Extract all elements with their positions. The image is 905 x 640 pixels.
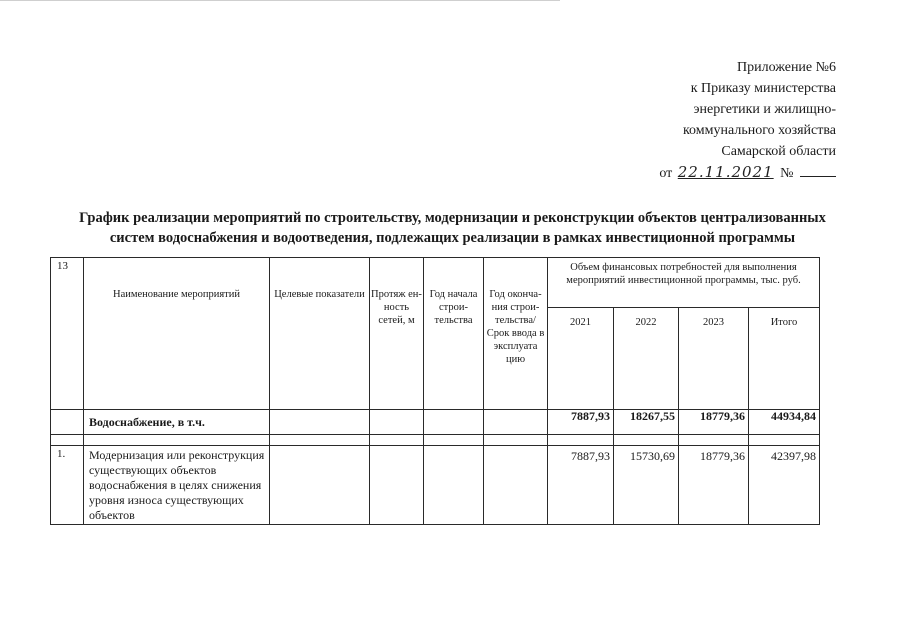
header-end-year: Год оконча- ния строи- тельства/ Срок ввода в эксплуата цию: [484, 258, 548, 410]
row-value-2022: 15730,69: [614, 446, 679, 525]
appendix-line-2: к Приказу министерства: [690, 81, 836, 96]
title-line-1: График реализации мероприятий по строительству, модернизации и реконструкции объектов централизованных: [79, 210, 826, 226]
scan-top-edge-line: [0, 0, 560, 1]
row-value-2021: 7887,93: [548, 446, 614, 525]
appendix-line-4: коммунального хозяйства: [682, 123, 836, 138]
number-label: №: [780, 166, 794, 181]
table-row: [51, 410, 820, 435]
table-header-row-1: [51, 258, 820, 308]
header-name: Наименование мероприятий: [84, 258, 270, 410]
row-goal: [270, 410, 370, 435]
appendix-line-1: Приложение №6: [737, 60, 836, 75]
row-value-2023: 18779,36: [679, 410, 749, 435]
row-name: Модернизация или реконструкция существующих объектов водоснабжения в целях снижения уровня износа существующих объектов: [84, 446, 270, 525]
table-row: [51, 446, 820, 525]
header-year-2021: 2021: [548, 308, 614, 410]
row-start: [424, 410, 484, 435]
row-value-total: 42397,98: [749, 446, 820, 525]
row-num: [51, 410, 84, 435]
number-blank-line: [800, 164, 836, 177]
row-name: Водоснабжение, в т.ч.: [84, 410, 270, 435]
date-prefix: от: [659, 166, 673, 181]
investment-schedule-table: [50, 257, 820, 525]
header-num: 13: [51, 258, 84, 410]
row-value-2021: 7887,93: [548, 410, 614, 435]
handwritten-date: 22.11.2021: [677, 163, 774, 181]
appendix-line-5: Самарской области: [721, 144, 836, 159]
row-start: [424, 446, 484, 525]
row-goal: [270, 446, 370, 525]
appendix-line-3: энергетики и жилищно-: [693, 102, 836, 117]
row-end: [484, 410, 548, 435]
row-value-total: 44934,84: [749, 410, 820, 435]
header-year-2022: 2022: [614, 308, 679, 410]
document-title: [30, 208, 875, 248]
appendix-header-block: [496, 57, 836, 184]
row-length: [370, 410, 424, 435]
row-value-2023: 18779,36: [679, 446, 749, 525]
row-length: [370, 446, 424, 525]
header-total: Итого: [749, 308, 820, 410]
row-num: 1.: [51, 446, 84, 525]
row-value-2022: 18267,55: [614, 410, 679, 435]
header-financing: Объем финансовых потребностей для выполнения мероприятий инвестиционной программы, тыс. руб.: [548, 258, 820, 308]
header-year-2023: 2023: [679, 308, 749, 410]
header-goal: Целевые показатели: [270, 258, 370, 410]
appendix-date-line: [496, 162, 836, 184]
header-start-year: Год начала строи- тельства: [424, 258, 484, 410]
title-line-2: систем водоснабжения и водоотведения, подлежащих реализации в рамках инвестиционной программы: [109, 230, 796, 246]
table-spacer-row: [51, 435, 820, 446]
header-length: Протяж ен- ность сетей, м: [370, 258, 424, 410]
row-end: [484, 446, 548, 525]
